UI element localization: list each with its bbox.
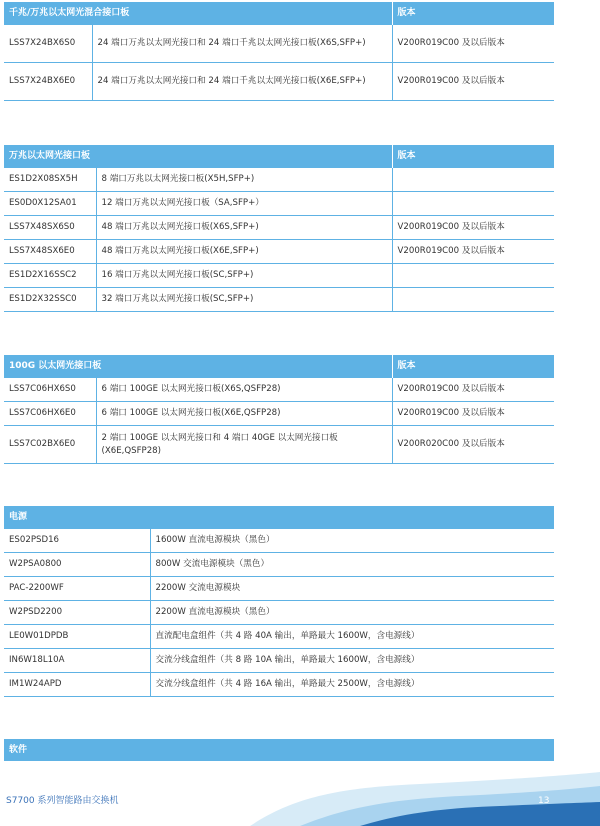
description: 1600W 直流电源模块（黑色）	[150, 529, 554, 553]
table-header-version: 版本	[392, 355, 554, 378]
table-row	[4, 240, 554, 264]
table-header: 万兆以太网光接口板	[4, 145, 392, 168]
table-row	[4, 577, 554, 601]
table-software	[4, 739, 554, 761]
version: V200R019C00 及以后版本	[392, 378, 554, 402]
description: 6 端口 100GE 以太网光接口板(X6S,QSFP28)	[96, 378, 392, 402]
table-row	[4, 553, 554, 577]
table-row	[4, 529, 554, 553]
version	[392, 168, 554, 192]
description: 交流分线盒组件（共 4 路 16A 输出，单路最大 2500W，含电源线）	[150, 673, 554, 697]
part-number: LSS7C06HX6S0	[4, 378, 96, 402]
description: 2200W 直流电源模块（黑色）	[150, 601, 554, 625]
version	[392, 288, 554, 312]
table-row	[4, 25, 554, 63]
description: 2 端口 100GE 以太网光接口和 4 端口 40GE 以太网光接口板(X6E,QSFP28)	[96, 426, 392, 464]
page-number: 13	[538, 796, 550, 806]
part-number: ES0D0X12SA01	[4, 192, 96, 216]
description: 16 端口万兆以太网光接口板(SC,SFP+)	[96, 264, 392, 288]
table-header-row	[4, 145, 554, 168]
version	[392, 264, 554, 288]
description: 48 端口万兆以太网光接口板(X6E,SFP+)	[96, 240, 392, 264]
table-header: 软件	[4, 739, 554, 761]
table-header-row	[4, 739, 554, 761]
part-number: IM1W24APD	[4, 673, 150, 697]
part-number: ES02PSD16	[4, 529, 150, 553]
table-header: 电源	[4, 506, 554, 529]
part-number: LE0W01DPDB	[4, 625, 150, 649]
table-row	[4, 402, 554, 426]
version: V200R019C00 及以后版本	[392, 240, 554, 264]
part-number: LSS7C06HX6E0	[4, 402, 96, 426]
table-row	[4, 426, 554, 464]
part-number: LSS7X48SX6S0	[4, 216, 96, 240]
table-row	[4, 601, 554, 625]
table-header-version: 版本	[392, 2, 554, 25]
table-header-row	[4, 355, 554, 378]
table-hybrid-boards	[4, 2, 554, 101]
part-number: ES1D2X08SX5H	[4, 168, 96, 192]
version: V200R020C00 及以后版本	[392, 426, 554, 464]
version: V200R019C00 及以后版本	[392, 63, 554, 101]
description: 24 端口万兆以太网光接口和 24 端口千兆以太网光接口板(X6S,SFP+)	[92, 25, 392, 63]
table-header-version: 版本	[392, 145, 554, 168]
description: 24 端口万兆以太网光接口和 24 端口千兆以太网光接口板(X6E,SFP+)	[92, 63, 392, 101]
footer-title: S7700 系列智能路由交换机	[6, 796, 119, 806]
table-100g-boards	[4, 355, 554, 464]
table-power-modules	[4, 506, 554, 697]
part-number: ES1D2X32SSC0	[4, 288, 96, 312]
part-number: LSS7X24BX6E0	[4, 63, 92, 101]
table-row	[4, 63, 554, 101]
table-row	[4, 288, 554, 312]
description: 48 端口万兆以太网光接口板(X6S,SFP+)	[96, 216, 392, 240]
table-header-row	[4, 506, 554, 529]
table-header: 千兆/万兆以太网光混合接口板	[4, 2, 392, 25]
part-number: W2PSA0800	[4, 553, 150, 577]
description: 8 端口万兆以太网光接口板(X5H,SFP+)	[96, 168, 392, 192]
description: 6 端口 100GE 以太网光接口板(X6E,QSFP28)	[96, 402, 392, 426]
description: 直流配电盒组件（共 4 路 40A 输出，单路最大 1600W，含电源线）	[150, 625, 554, 649]
description: 12 端口万兆以太网光接口板（SA,SFP+）	[96, 192, 392, 216]
part-number: LSS7X48SX6E0	[4, 240, 96, 264]
description: 800W 交流电源模块（黑色）	[150, 553, 554, 577]
table-row	[4, 378, 554, 402]
table-row	[4, 216, 554, 240]
part-number: ES1D2X16SSC2	[4, 264, 96, 288]
table-row	[4, 673, 554, 697]
part-number: PAC-2200WF	[4, 577, 150, 601]
table-row	[4, 168, 554, 192]
table-row	[4, 625, 554, 649]
description: 2200W 交流电源模块	[150, 577, 554, 601]
description: 32 端口万兆以太网光接口板(SC,SFP+)	[96, 288, 392, 312]
table-10ge-boards	[4, 145, 554, 312]
version: V200R019C00 及以后版本	[392, 216, 554, 240]
description: 交流分线盒组件（共 8 路 10A 输出，单路最大 1600W，含电源线）	[150, 649, 554, 673]
table-row	[4, 192, 554, 216]
part-number: W2PSD2200	[4, 601, 150, 625]
version	[392, 192, 554, 216]
part-number: LSS7X24BX6S0	[4, 25, 92, 63]
part-number: LSS7C02BX6E0	[4, 426, 96, 464]
table-row	[4, 264, 554, 288]
version: V200R019C00 及以后版本	[392, 25, 554, 63]
version: V200R019C00 及以后版本	[392, 402, 554, 426]
table-header-row	[4, 2, 554, 25]
part-number: IN6W18L10A	[4, 649, 150, 673]
table-header: 100G 以太网光接口板	[4, 355, 392, 378]
table-row	[4, 649, 554, 673]
